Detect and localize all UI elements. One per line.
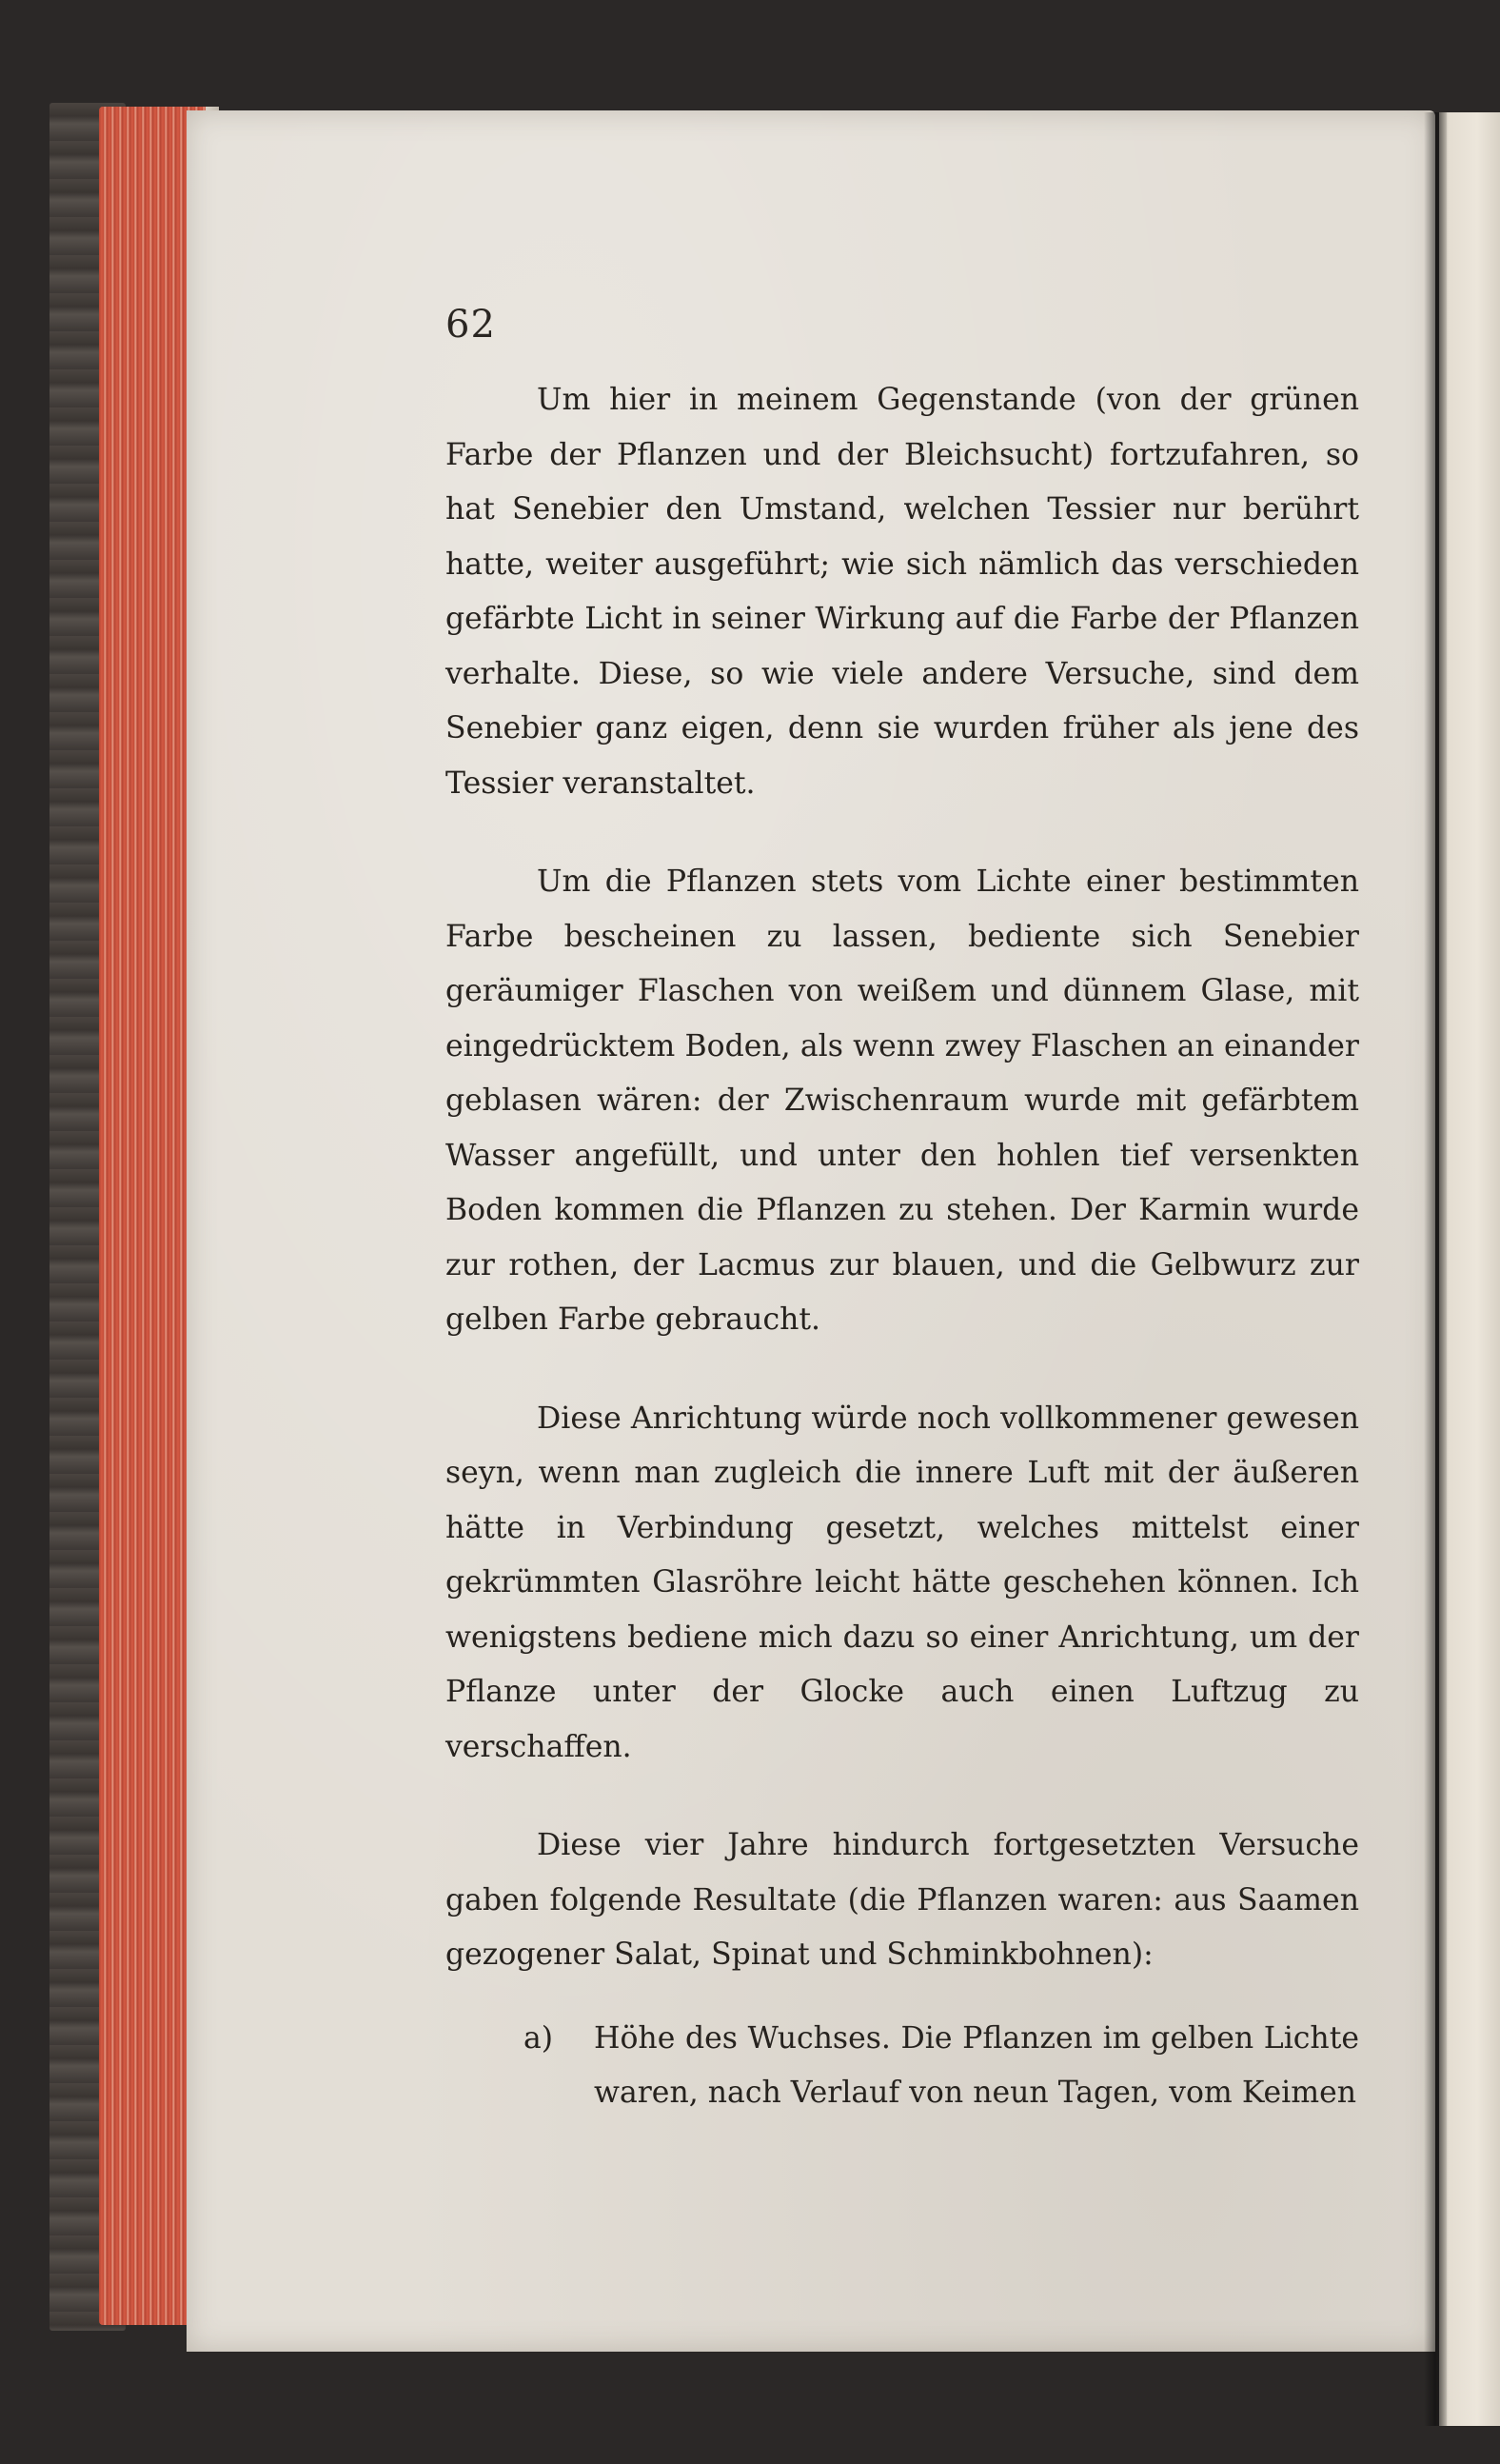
paragraph-2-text: Um die Pflanzen stets vom Lichte einer bestimmten Farbe bescheinen zu lassen, bediente sich Senebier geräumiger Flaschen von weißem und dünnem Glase, mit eingedrücktem Boden, als wenn zwey Flaschen an einander geblasen wären: der Zwischenraum wurde mit gefärbtem Wasser angefüllt, und unter den hohlen tief versenkten Boden kommen die Pflanzen zu stehen. Der Karmin wurde zur rothen, der Lacmus zur blauen, und die Gelbwurz zur gelben Farbe gebraucht. — [445, 864, 1359, 1337]
page-number: 62 — [445, 303, 496, 347]
list-item-a-label: a) — [523, 2020, 554, 2056]
paragraph-3 — [445, 1392, 1359, 1776]
paragraph-3-text: Diese Anrichtung würde noch vollkommener gewesen seyn, wenn man zugleich die innere Luft mit der äußeren hätte in Verbindung gesetzt, welches mittelst einer gekrümmten Glasröhre leicht hätte geschehen können. Ich wenigstens bediene mich dazu so einer Anrichtung, um der Pflanze unter der Glocke auch einen Luftzug zu verschaffen. — [445, 1401, 1359, 1764]
paragraph-4 — [445, 1818, 1359, 1983]
paragraph-4-text: Diese vier Jahre hindurch fortgesetzten Versuche gaben folgende Resultate (die Pflanzen waren: aus Saamen gezogener Salat, Spinat und Schminkbohnen): — [445, 1828, 1359, 1972]
list-item-a-text: Höhe des Wuchses. Die Pflanzen im gelben Lichte waren, nach Verlauf von neun Tagen, vom Keimen — [594, 2020, 1359, 2110]
paragraph-1-text: Um hier in meinem Gegenstande (von der grünen Farbe der Pflanzen und der Bleichsucht) fortzufahren, so hat Senebier den Umstand, welchen Tessier nur berührt hatte, weiter ausgeführt; wie sich nämlich das verschieden gefärbte Licht in seiner Wirkung auf die Farbe der Pflanzen verhalte. Diese, so wie viele andere Versuche, sind dem Senebier ganz eigen, denn sie wurden früher als jene des Tessier veranstaltet. — [445, 383, 1359, 801]
gutter-shadow — [1424, 112, 1447, 2426]
facing-page-edge — [1439, 112, 1500, 2426]
page-text — [445, 373, 1359, 2121]
paragraph-1 — [445, 373, 1359, 811]
paragraph-2 — [445, 855, 1359, 1348]
list-item-a — [445, 2012, 1359, 2121]
